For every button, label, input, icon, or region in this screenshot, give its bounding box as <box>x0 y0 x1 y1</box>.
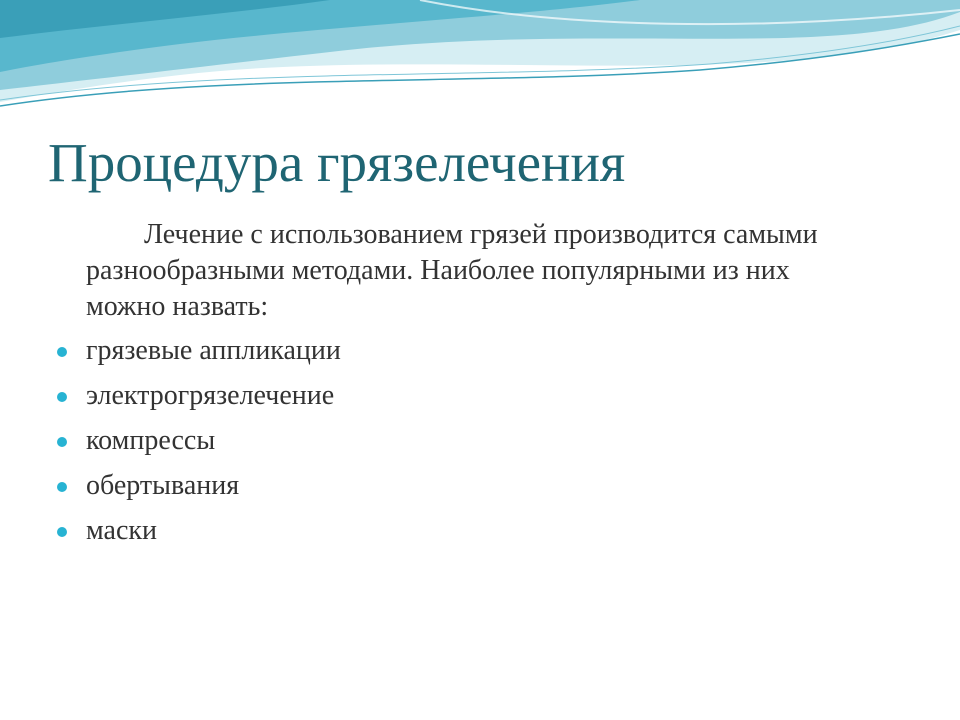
list-item <box>56 378 836 423</box>
list-item <box>56 513 836 558</box>
slide-content <box>56 217 836 558</box>
bullet-dot-icon <box>57 482 67 492</box>
wave-decoration <box>0 0 960 120</box>
list-item <box>56 333 836 378</box>
bullet-dot-icon <box>57 392 67 402</box>
method-list <box>56 333 836 558</box>
intro-paragraph: Лечение с использованием грязей производится самыми разнообразными методами. Наиболее популярными из них можно назвать: <box>86 219 818 322</box>
list-item <box>56 423 836 468</box>
list-item-label: электрогрязелечение <box>86 380 335 411</box>
bullet-dot-icon <box>57 527 67 537</box>
list-item-label: обертывания <box>86 470 240 501</box>
bullet-dot-icon <box>57 347 67 357</box>
bullet-dot-icon <box>57 437 67 447</box>
list-item-label: компрессы <box>86 425 216 456</box>
slide-title: Процедура грязелечения <box>48 132 626 193</box>
list-item <box>56 468 836 513</box>
list-item-label: маски <box>86 515 157 546</box>
list-item-label: грязевые аппликации <box>86 335 341 366</box>
